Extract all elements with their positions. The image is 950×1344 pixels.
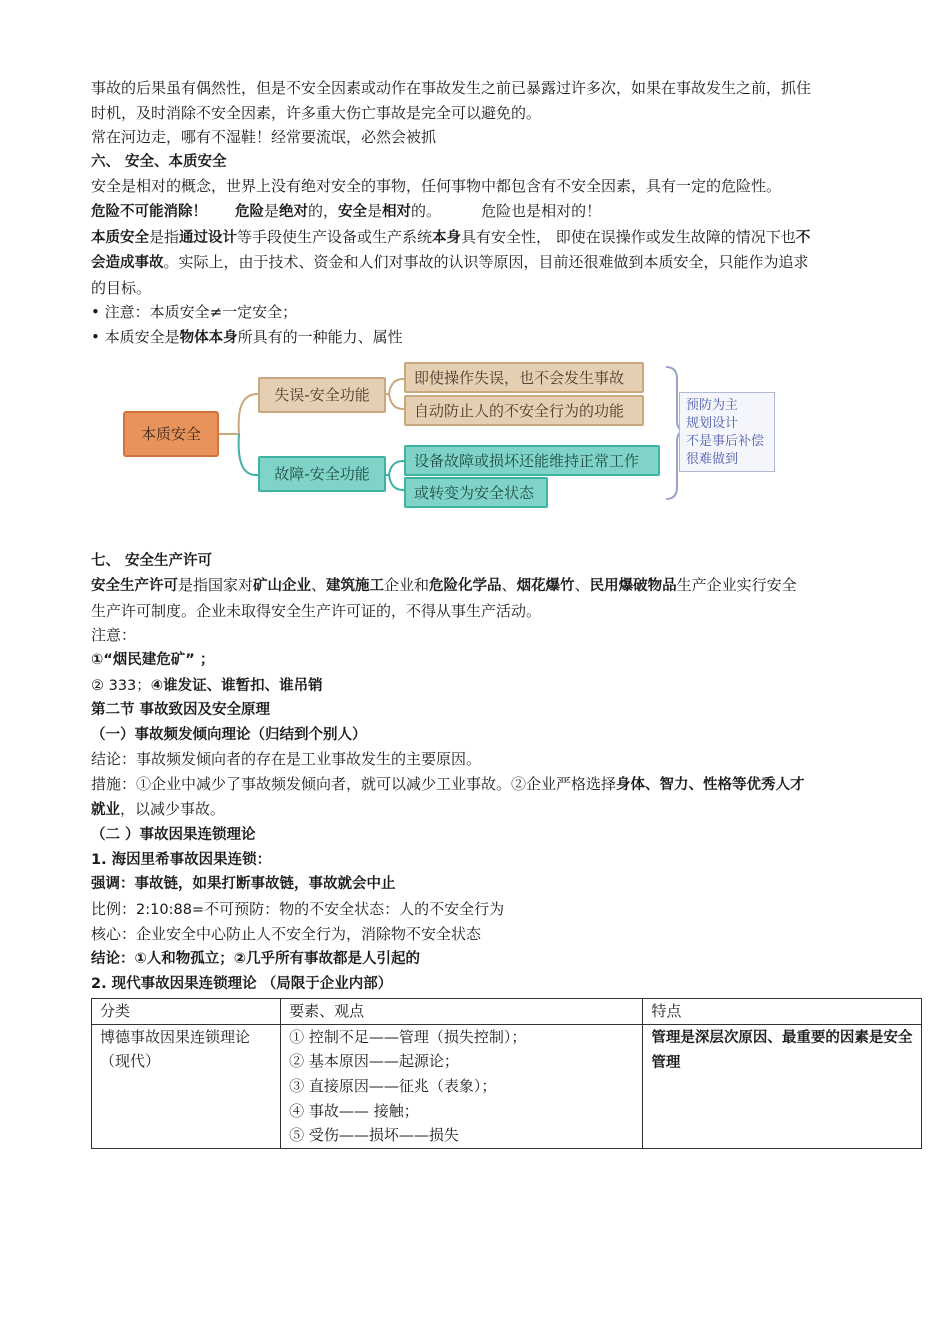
paragraph-line: 生产许可制度。企业未取得安全生产许可证的，不得从事生产活动。	[91, 601, 542, 620]
note-item: ①“烟民建危矿” ；	[91, 651, 215, 668]
table-cell-category: 博德事故因果连锁理论（现代）	[92, 1024, 281, 1148]
section-heading-7: 七、 安全生产许可	[91, 552, 213, 569]
bullet-item: • 注意：本质安全≠一定安全；	[91, 303, 298, 322]
paragraph-line: 时机，及时消除不安全因素，许多重大伤亡事故是完全可以避免的。	[91, 103, 542, 122]
document-content	[91, 76, 911, 1149]
bold-text: 危险化学品	[429, 578, 502, 595]
bold-text: 危险	[235, 203, 264, 220]
paragraph-line: 安全生产许可是指国家对矿山企业、建筑施工企业和危险化学品、烟花爆竹、民用爆破物品生产企业实行安全	[91, 576, 797, 595]
bold-text: 管理是深层次原因、最重要的因素是安全管理	[651, 1029, 913, 1072]
table-cell-elements	[281, 1024, 643, 1148]
bold-text: 就业	[91, 802, 120, 819]
note-item: ② 333；④谁发证、谁暂扣、谁吊销	[91, 677, 323, 694]
intrinsic-safety-diagram	[91, 359, 911, 545]
element-item: ④ 事故—— 接触；	[289, 1101, 419, 1120]
bold-text: 安全	[338, 203, 368, 220]
table-header: 特点	[643, 999, 922, 1025]
bold-text: 不	[795, 229, 811, 246]
paragraph-line: 会造成事故。实际上，由于技术、资金和人们对事故的认识等原因，目前还很难做到本质安全，只能作为追求	[91, 253, 809, 272]
bold-text: 本质安全	[91, 229, 149, 246]
diagram-branch-error-safety: 失误-安全功能	[258, 377, 386, 413]
paragraph-line: 本质安全是指通过设计等手段使生产设备或生产系统本身具有安全性， 即使在误操作或发生故障的情况下也不	[91, 227, 811, 246]
subsection-heading: 1. 海因里希事故因果连锁：	[91, 851, 272, 868]
note-line: 规划设计	[686, 415, 739, 431]
paragraph-line: 常在河边走，哪有不湿鞋！经常要流氓，必然会被抓	[91, 128, 437, 147]
element-item: ⑤ 受伤——损坏——损失	[289, 1126, 459, 1145]
note-line: 很难做到	[686, 451, 739, 467]
diagram-leaf: 自动防止人的不安全行为的功能	[404, 395, 644, 426]
bold-text: 会造成事故	[91, 255, 164, 272]
table-header: 要素、观点	[281, 999, 643, 1025]
bold-text: 身体、智力、性格等优秀人才	[616, 776, 805, 793]
bold-text: 危险不可能消除！	[91, 203, 207, 220]
paragraph-line: 事故的后果虽有偶然性，但是不安全因素或动作在事故发生之前已暴露过许多次，如果在事故发生之前，抓住	[91, 79, 812, 97]
bold-text: 烟花爆竹	[516, 578, 575, 595]
bold-text: 建筑施工	[326, 578, 385, 595]
paragraph-line: 的目标。	[91, 278, 152, 297]
paragraph-line: 危险不可能消除！ 危险是绝对的，安全是相对的。 危险也是相对的！	[91, 201, 602, 220]
diagram-root: 本质安全	[123, 411, 219, 457]
subsection-heading: 2. 现代事故因果连锁理论 （局限于企业内部）	[91, 975, 393, 992]
subsection-heading: （一）事故频发倾向理论（归结到个别人）	[91, 726, 367, 743]
table-row	[92, 1024, 922, 1148]
emphasis-line: 结论：①人和物孤立；②几乎所有事故都是人引起的	[91, 951, 421, 968]
paragraph-line: 比例：2:10:88=不可预防：物的不安全状态：人的不安全行为	[91, 899, 505, 918]
element-item: ② 基本原因——起源论；	[289, 1052, 459, 1071]
bold-text: ④谁发证、谁暂扣、谁吊销	[150, 677, 323, 694]
diagram-branch-fault-safety: 故障-安全功能	[258, 456, 386, 492]
element-item: ① 控制不足——管理（损失控制）；	[289, 1027, 527, 1046]
bold-text: 相对	[382, 203, 412, 220]
subsection-heading: （二 ）事故因果连锁理论	[91, 827, 256, 844]
bold-text: 民用爆破物品	[589, 578, 677, 595]
diagram-leaf: 即使操作失误，也不会发生事故	[404, 362, 644, 393]
table-header: 分类	[92, 999, 281, 1025]
paragraph-line: 核心：企业安全中心防止人不安全行为，消除物不安全状态	[91, 925, 482, 944]
table-header-row	[92, 999, 922, 1025]
paragraph-line: 注意：	[91, 626, 137, 645]
chapter-heading: 第二节 事故致因及安全原理	[91, 702, 271, 719]
section-heading-6: 六、 安全、本质安全	[91, 153, 227, 170]
paragraph-line: 结论：事故频发倾向者的存在是工业事故发生的主要原因。	[91, 750, 482, 769]
bold-text: 绝对	[279, 203, 309, 220]
bold-text: 本身	[432, 229, 462, 246]
paragraph-line: 措施：①企业中减少了事故频发倾向者，就可以减少工业事故。②企业严格选择身体、智力、性格等优秀人才	[91, 774, 805, 793]
diagram-leaf: 或转变为安全状态	[404, 477, 548, 508]
bullet-item: • 本质安全是物体本身所具有的一种能力、属性	[91, 327, 403, 346]
bold-text: 安全生产许可	[91, 578, 178, 595]
bold-text: 矿山企业	[253, 578, 312, 595]
table-cell-feature	[643, 1024, 922, 1148]
bold-text: 物体本身	[179, 329, 238, 346]
note-line: 预防为主	[686, 397, 739, 413]
paragraph-line: 安全是相对的概念，世界上没有绝对安全的事物，任何事物中都包含有不安全因素，具有一定的危险性。	[91, 177, 782, 196]
emphasis-line: 强调：事故链，如果打断事故链，事故就会中止	[91, 876, 396, 893]
diagram-leaf: 设备故障或损坏还能维持正常工作	[404, 445, 660, 476]
note-line: 不是事后补偿	[686, 433, 765, 449]
diagram-note	[679, 392, 775, 472]
element-item: ③ 直接原因——征兆（表象）；	[289, 1077, 497, 1095]
theory-table	[91, 998, 922, 1149]
bold-text: 通过设计	[179, 229, 238, 246]
paragraph-line: 就业，以减少事故。	[91, 800, 226, 819]
